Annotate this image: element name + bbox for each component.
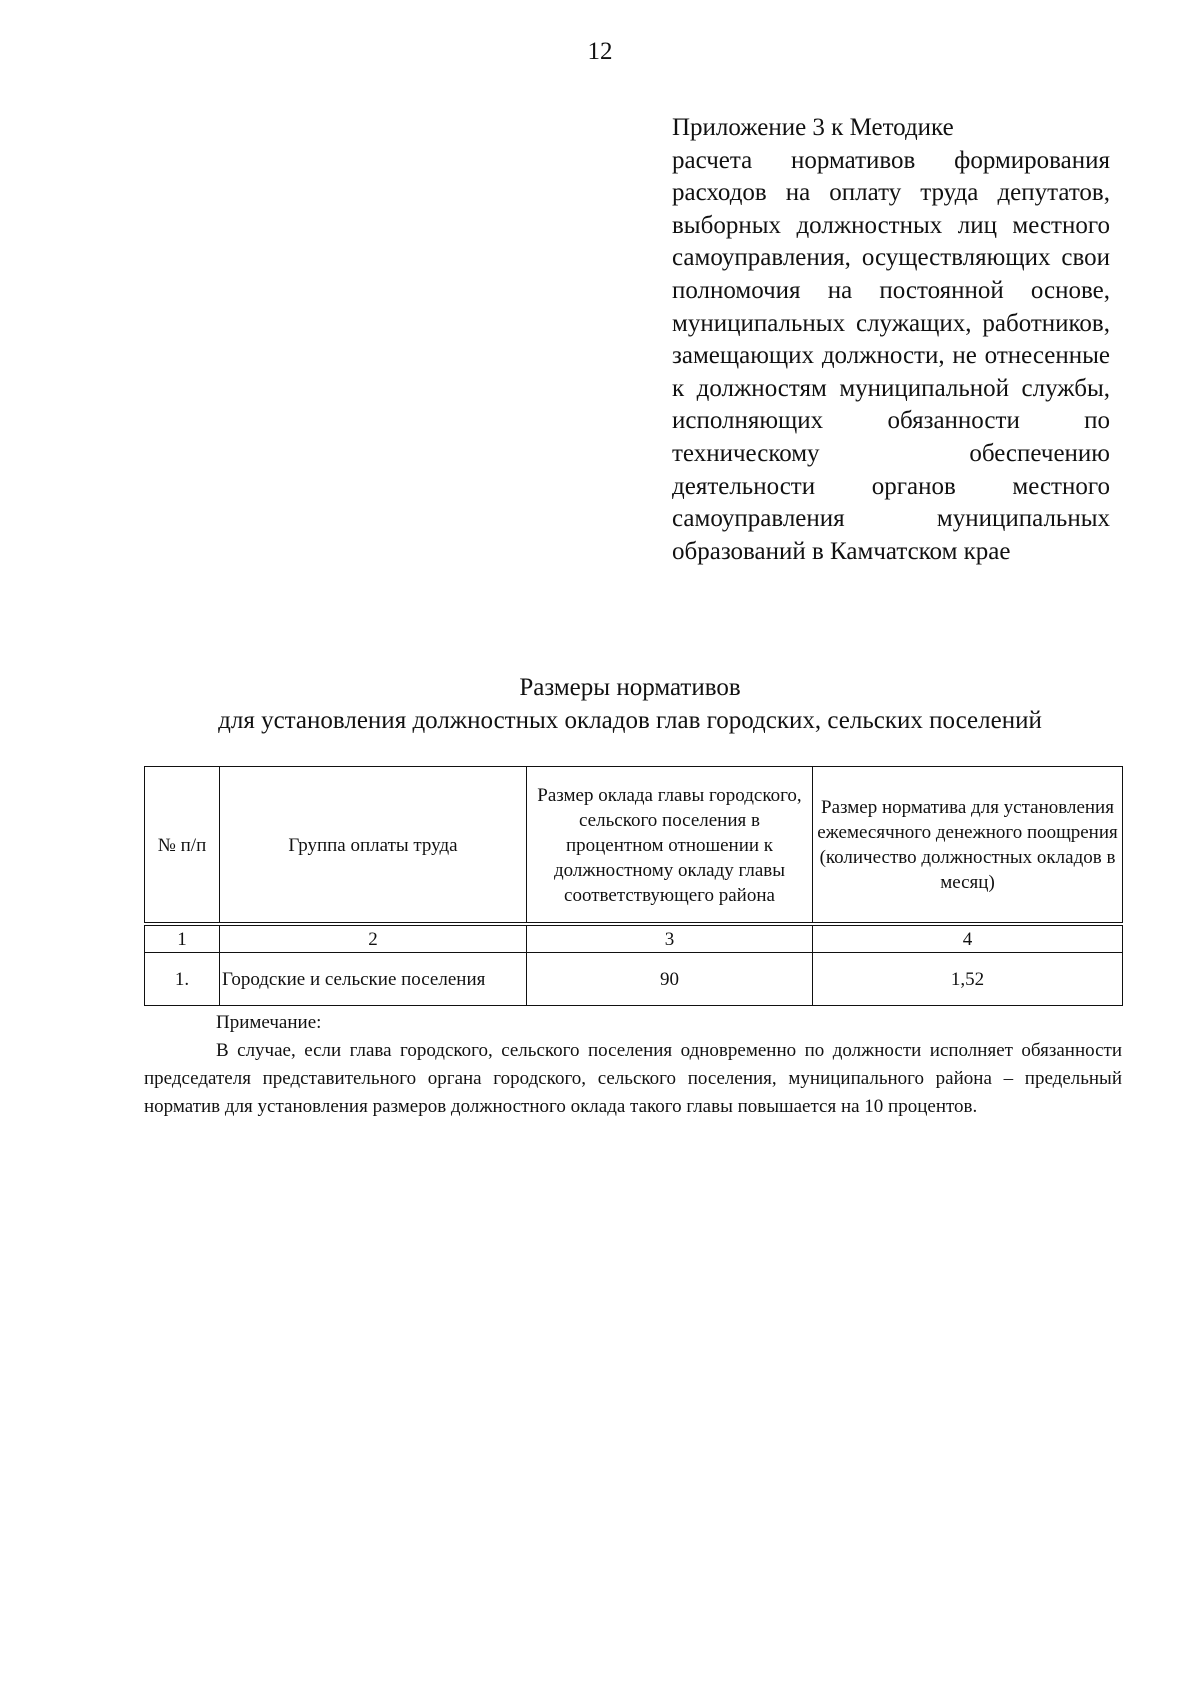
row-bonus-norm: 1,52: [813, 953, 1123, 1006]
table-row: [145, 953, 1123, 1006]
header-bonus-norm: Размер норматива для установления ежемесячного денежного поощрения (количество должностных окладов в месяц): [813, 767, 1123, 925]
header-salary-percent: Размер оклада главы городского, сельского поселения в процентном отношении к должностному окладу главы соответствующего района: [527, 767, 813, 925]
norms-table: [144, 766, 1123, 1006]
title-line-1: Размеры нормативов: [519, 674, 741, 701]
note-text: В случае, если глава городского, сельского поселения одновременно по должности исполняет обязанности председателя представительного органа городского, сельского поселения, муниципального района – предельный норматив для установления размеров должностного оклада такого главы повышается на 10 процентов.: [144, 1040, 1122, 1117]
page-number: 12: [587, 38, 613, 65]
note-section: [144, 1009, 1122, 1121]
appendix-title: Приложение 3 к Методике: [672, 114, 954, 141]
title-line-2: для установления должностных окладов глав городских, сельских поселений: [218, 707, 1042, 734]
column-number-row: [145, 924, 1123, 953]
row-salary-percent: 90: [527, 953, 813, 1006]
column-number: 3: [527, 924, 813, 953]
column-number: 4: [813, 924, 1123, 953]
appendix-text: расчета нормативов формирования расходов на оплату труда депутатов, выборных должностных лиц местного самоуправления, осуществляющих свои полномочия на постоянной основе, муниципальных служащих, работников, замещающих должности, не отнесенные к должностям муниципальной службы, исполняющих обязанности по техническому обеспечению деятельности органов местного самоуправления муниципальных образований в Камчатском крае: [672, 146, 1110, 565]
header-pay-group: Группа оплаты труда: [220, 767, 527, 925]
document-title: [100, 671, 1160, 737]
column-number: 2: [220, 924, 527, 953]
header-number: № п/п: [145, 767, 220, 925]
note-title: Примечание:: [216, 1012, 322, 1033]
row-pay-group: Городские и сельские поселения: [220, 953, 527, 1006]
appendix-reference: [672, 112, 1110, 568]
column-number: 1: [145, 924, 220, 953]
table-header-row: [145, 767, 1123, 925]
row-number: 1.: [145, 953, 220, 1006]
